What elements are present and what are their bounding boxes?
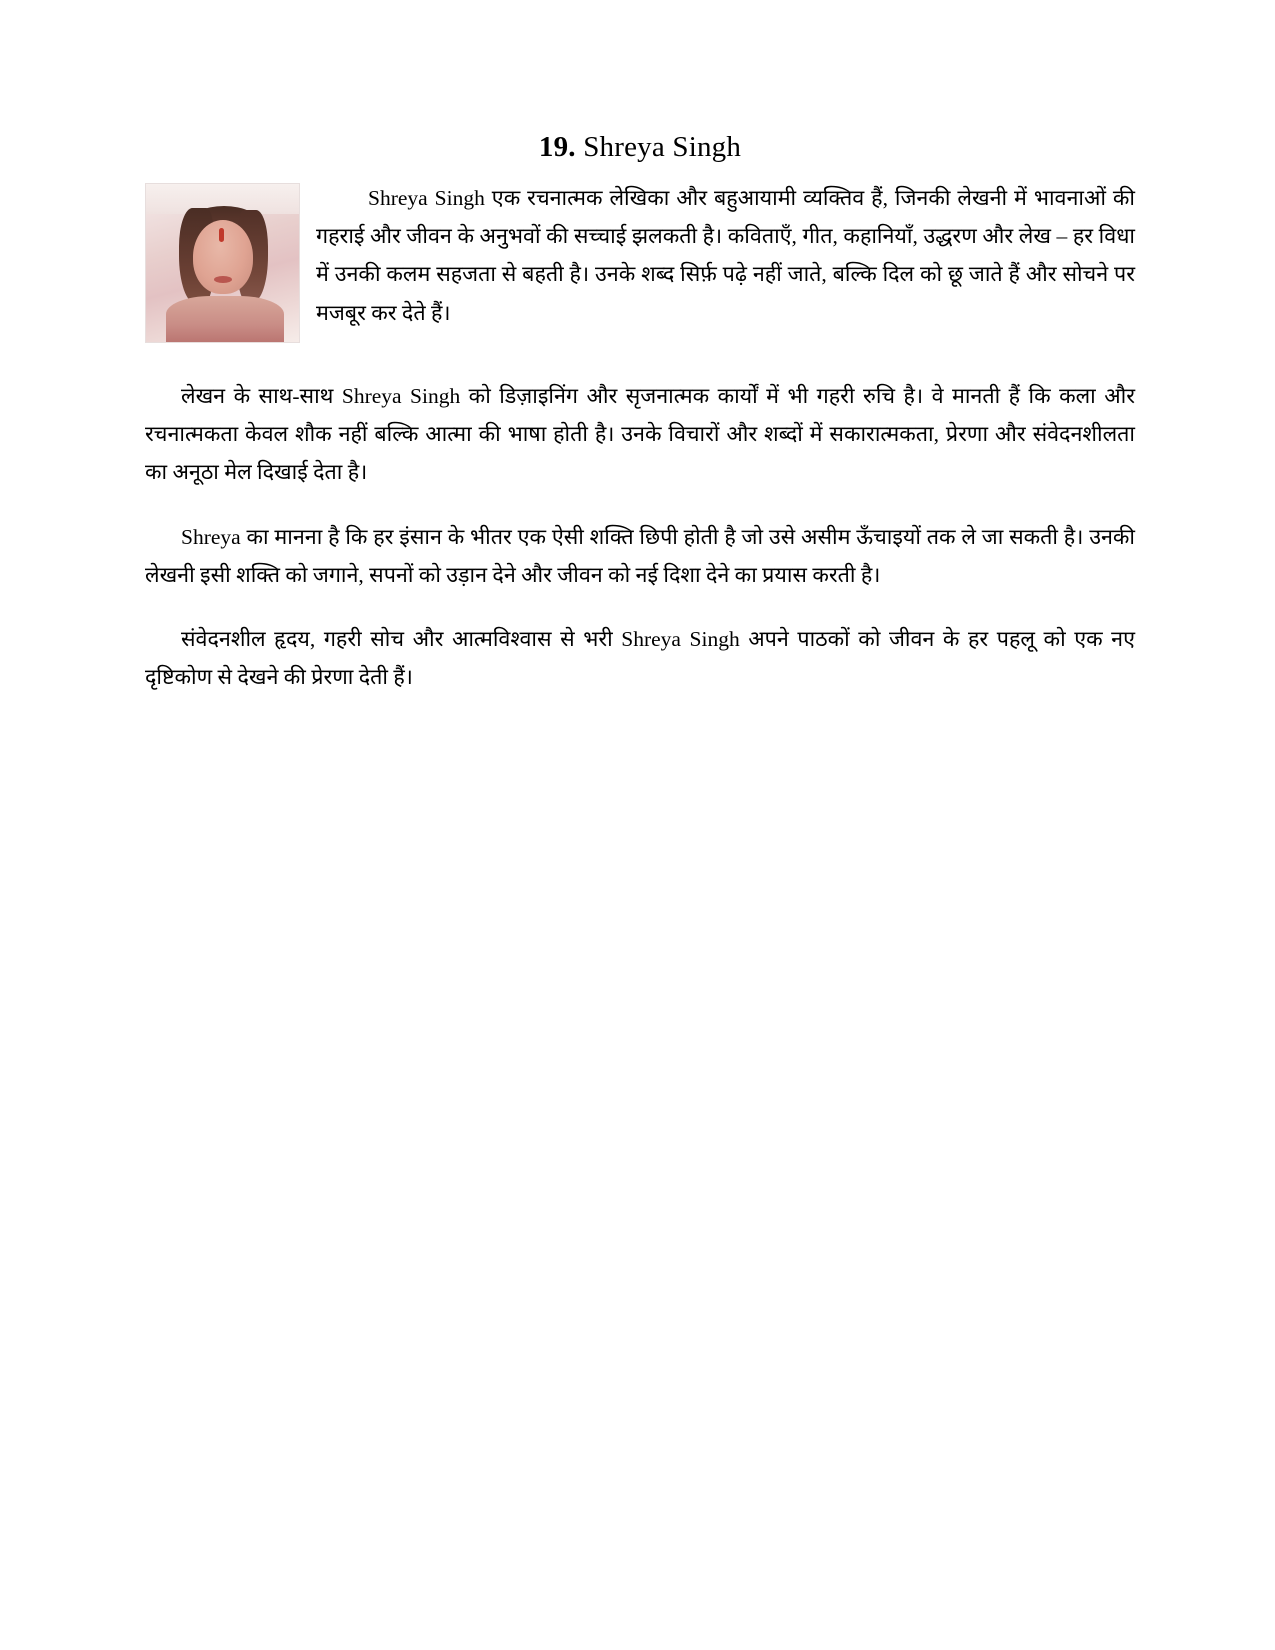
paragraph-4: संवेदनशील हृदय, गहरी सोच और आत्मविश्वास से भरी Shreya Singh अपने पाठकों को जीवन के हर पहलू को एक नए दृष्टिकोण से देखने की प्रेरणा देती हैं। xyxy=(145,627,1135,690)
page-title-name: Shreya Singh xyxy=(583,131,742,163)
author-portrait-image xyxy=(145,183,300,343)
document-body xyxy=(145,130,1135,697)
paragraph-1: Shreya Singh एक रचनात्मक लेखिका और बहुआयामी व्यक्तिव हैं, जिनकी लेखनी में भावनाओं की गहराई और जीवन के अनुभवों की सच्चाई झलकती है। कविताएँ, गीत, कहानियाँ, उद्धरण और लेख – हर विधा में उनकी कलम सहजता से बहती है। उनके शब्द सिर्फ़ पढ़े नहीं जाते, बल्कि दिल को छू जाते हैं और सोचने पर मजबूर कर देते हैं। xyxy=(316,185,1135,325)
page-title xyxy=(145,130,1135,165)
intro-section xyxy=(145,179,1135,351)
portrait-lips xyxy=(214,276,232,283)
paragraph-block-4 xyxy=(145,620,1135,697)
portrait-bindi xyxy=(219,228,224,242)
page-title-number: 19. xyxy=(538,131,576,163)
paragraph-block-3 xyxy=(145,518,1135,595)
portrait-torso xyxy=(166,296,284,343)
paragraph-2: लेखन के साथ-साथ Shreya Singh को डिज़ाइनिंग और सृजनात्मक कार्यों में भी गहरी रुचि है। वे मानती हैं कि कला और रचनात्मकता केवल शौक नहीं बल्कि आत्मा की भाषा होती है। उनके विचारों और शब्दों में सकारात्मकता, प्रेरणा और संवेदनशीलता का अनूठा मेल दिखाई देता है। xyxy=(145,383,1135,485)
paragraph-3: Shreya का मानना है कि हर इंसान के भीतर एक ऐसी शक्ति छिपी होती है जो उसे असीम ऊँचाइयों तक ले जा सकती है। उनकी लेखनी इसी शक्ति को जगाने, सपनों को उड़ान देने और जीवन को नई दिशा देने का प्रयास करती है। xyxy=(145,524,1135,587)
paragraph-block-2 xyxy=(145,377,1135,492)
